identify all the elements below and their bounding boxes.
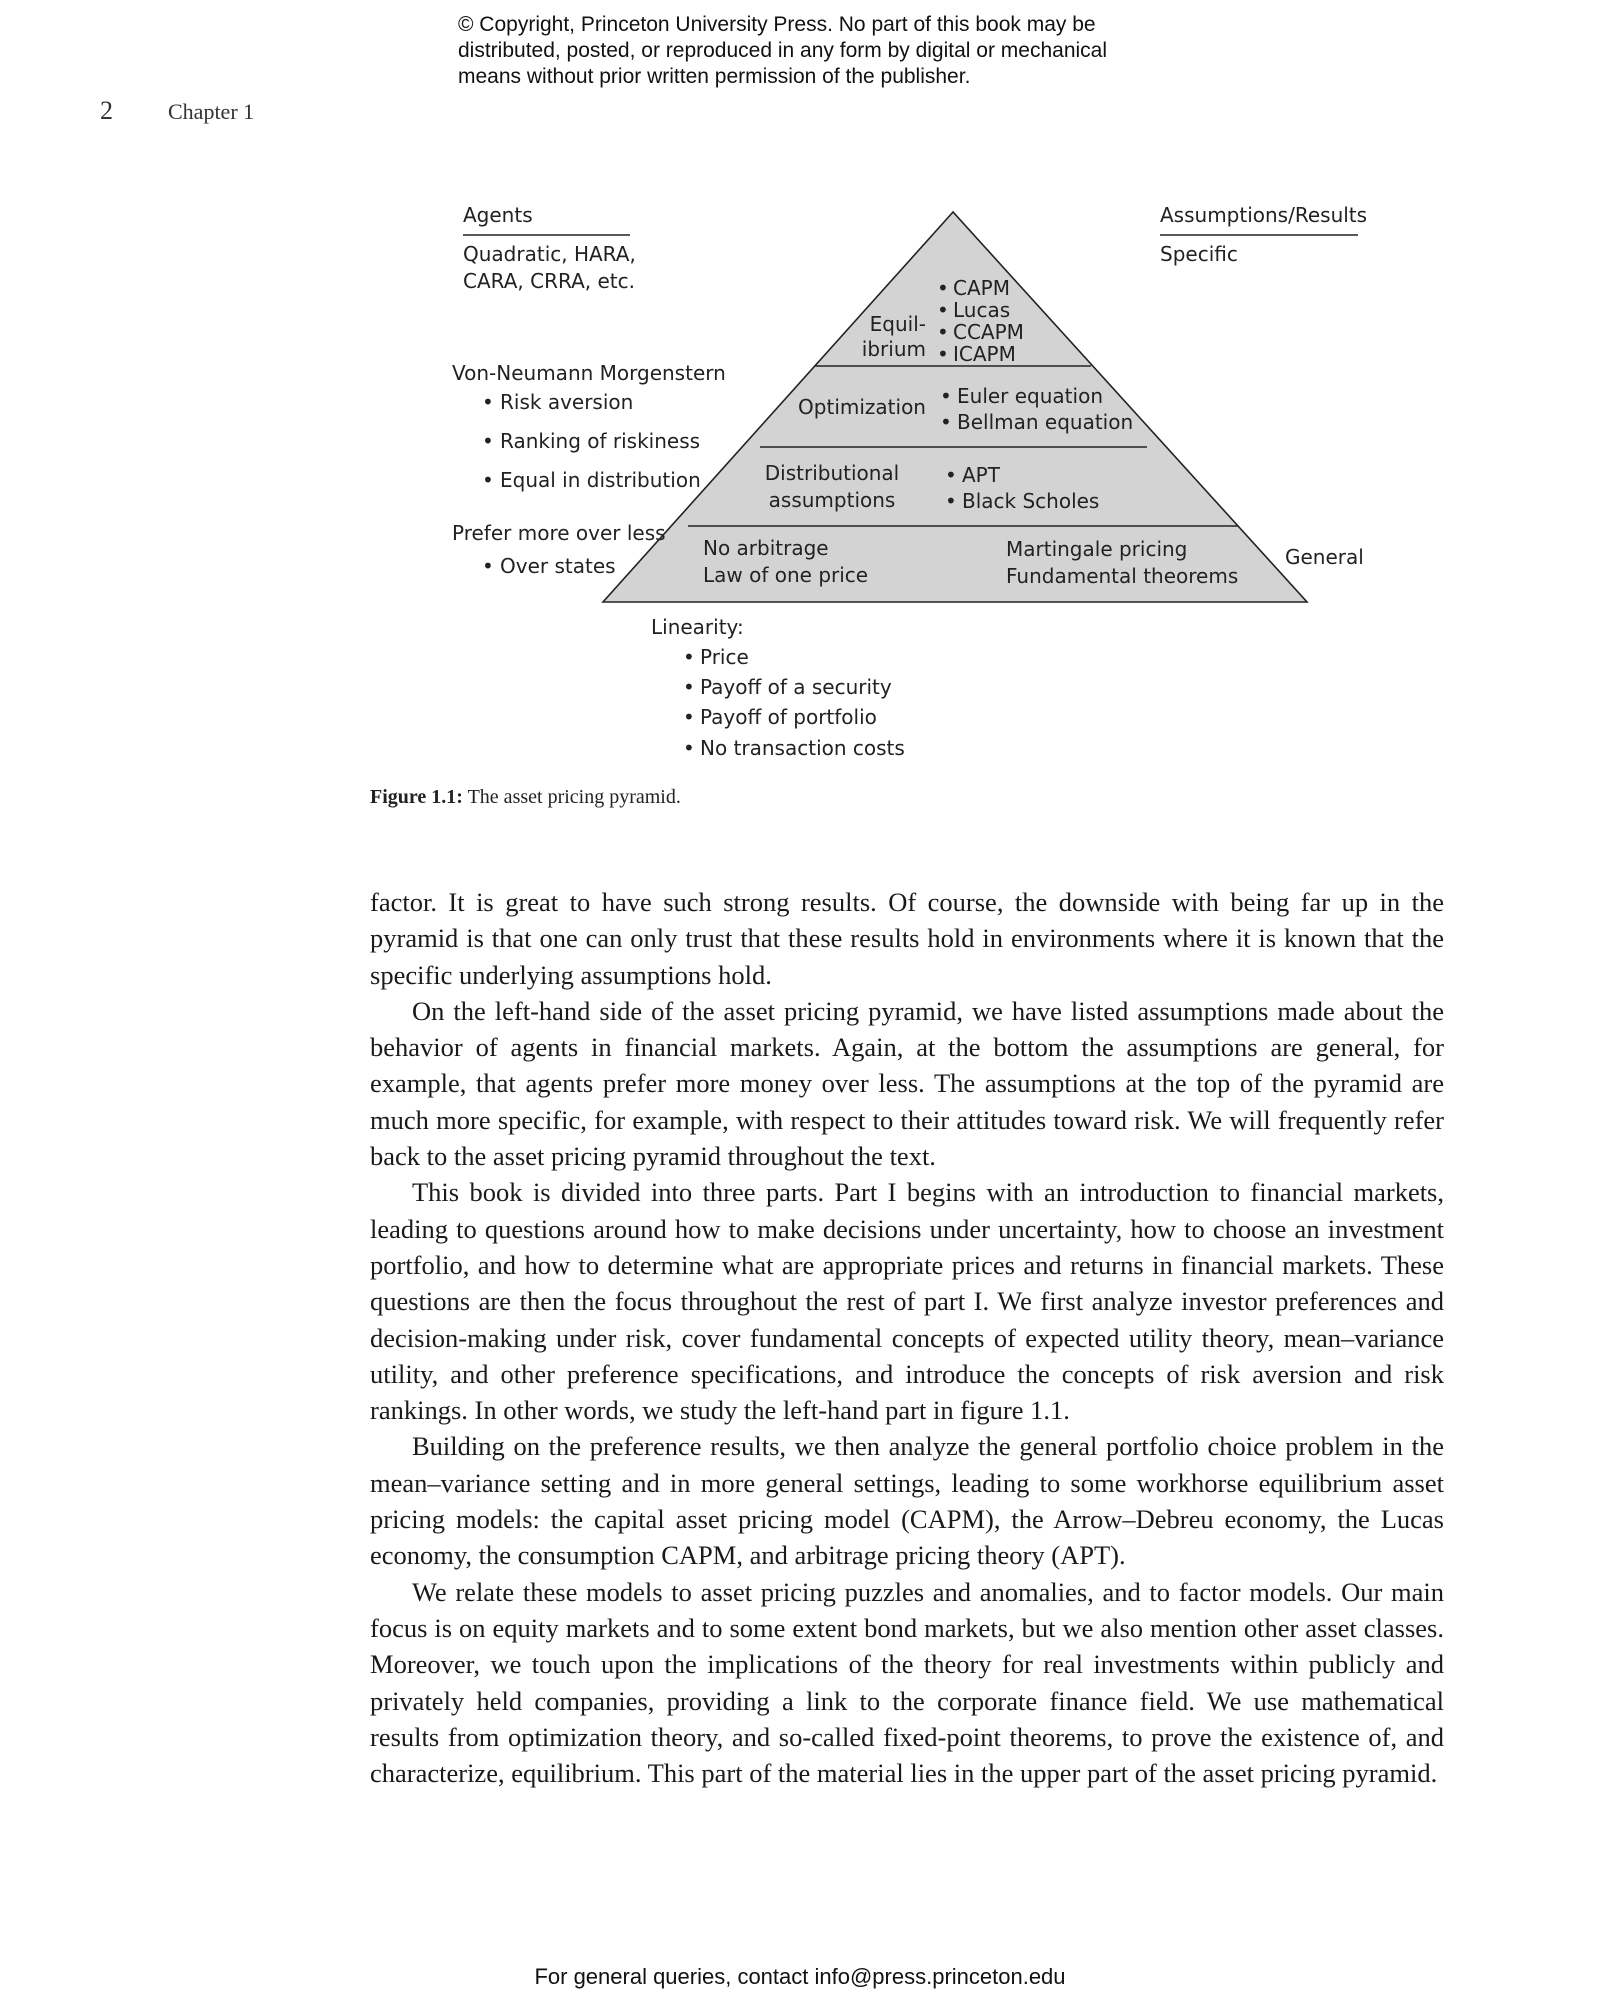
bullet: • — [937, 276, 949, 300]
vnm-title: Von-Neumann Morgenstern — [452, 361, 726, 385]
asset-pricing-pyramid-figure — [0, 0, 1600, 800]
bullet: • — [683, 675, 695, 699]
caption-label: Figure 1.1: — [370, 786, 463, 808]
footer-contact: For general queries, contact info@press.princeton.edu — [534, 1964, 1066, 1989]
bullet: • — [940, 384, 952, 408]
page-number: 2 — [100, 96, 113, 125]
bullet: • — [945, 489, 957, 513]
bullet: • — [940, 410, 952, 434]
caption-text: The asset pricing pyramid. — [462, 786, 681, 808]
copyright-line-3: means without prior written permission of the publisher. — [458, 65, 971, 88]
bullet: • — [683, 645, 695, 669]
bullet: • — [937, 320, 949, 344]
bullet: • — [937, 298, 949, 322]
equilibrium-label-1: Equil- — [869, 312, 926, 336]
optimization-item-euler: Euler equation — [957, 384, 1103, 408]
assumptions-heading: Assumptions/Results — [1160, 203, 1368, 227]
equilibrium-item-ccapm: CCAPM — [953, 320, 1024, 344]
agents-heading: Agents — [463, 203, 533, 227]
equilibrium-item-capm: CAPM — [953, 276, 1010, 300]
linearity-item-payoff-security: Payoff of a security — [700, 675, 892, 699]
linearity-item-no-transaction-costs: No transaction costs — [700, 736, 905, 760]
prefer-item-over-states: Over states — [500, 554, 616, 578]
paragraph: On the left-hand side of the asset pricing pyramid, we have listed assumptions made about the behavior of agents in financial markets. Again, at the bottom the assumptions are general, for example, that agents prefer more money over less. The assumptions at the top of the pyramid are much more specific, for example, with respect to their attitudes toward risk. We will frequently refer back to the asset pricing pyramid throughout the text. — [370, 995, 1444, 1172]
paragraph: Building on the preference results, we then analyze the general portfolio choice problem in the mean–variance setting and in more general settings, leading to some workhorse equilibrium asset pricing models: the capital asset pricing model (CAPM), the Arrow–Debreu economy, the Lucas economy, the consumption CAPM, and arbitrage pricing theory (APT). — [370, 1431, 1444, 1571]
figure-caption — [370, 786, 681, 809]
bullet: • — [683, 705, 695, 729]
distributional-label-2: assumptions — [768, 488, 896, 512]
general-label: General — [1285, 545, 1364, 569]
paragraph: This book is divided into three parts. Part I begins with an introduction to financial markets, leading to questions around how to make decisions under uncertainty, how to choose an investment portfolio, and how to determine what are appropriate prices and returns in financial markets. These questions are then the focus throughout the rest of part I. We first analyze investor preferences and decision-making under risk, cover fundamental concepts of expected utility theory, mean–variance utility, and other preference specifications, and introduce the concepts of risk aversion and risk rankings. In other words, we study the left-hand part in figure 1.1. — [370, 1177, 1444, 1426]
fundamental-theorems-label: Fundamental theorems — [1006, 564, 1239, 588]
running-head: Chapter 1 — [168, 99, 255, 124]
bullet: • — [683, 736, 695, 760]
equilibrium-item-icapm: ICAPM — [953, 342, 1016, 366]
vnm-item-ranking: Ranking of riskiness — [500, 429, 701, 453]
bullet: • — [482, 390, 494, 414]
prefer-title: Prefer more over less — [452, 521, 666, 545]
distributional-item-apt: APT — [962, 463, 1000, 487]
specific-agents-line-1: Quadratic, HARA, — [463, 242, 636, 266]
optimization-label: Optimization — [798, 395, 926, 419]
specific-agents-line-2: CARA, CRRA, etc. — [463, 269, 635, 293]
vnm-item-risk-aversion: Risk aversion — [500, 390, 634, 414]
body-text — [370, 884, 1444, 1791]
paragraph: factor. It is great to have such strong results. Of course, the downside with being far up in the pyramid is that one can only trust that these results hold in environments where it is known that the specific underlying assumptions hold. — [370, 887, 1444, 990]
copyright-line-2: distributed, posted, or reproduced in any form by digital or mechanical — [458, 39, 1108, 62]
bullet: • — [945, 463, 957, 487]
specific-label: Specific — [1160, 242, 1238, 266]
equilibrium-item-lucas: Lucas — [953, 298, 1011, 322]
bullet: • — [482, 468, 494, 492]
pyramid-diagram — [0, 0, 1600, 800]
copyright-line-1: © Copyright, Princeton University Press. No part of this book may be — [458, 13, 1096, 36]
optimization-item-bellman: Bellman equation — [957, 410, 1134, 434]
linearity-title: Linearity: — [651, 615, 744, 639]
linearity-item-payoff-portfolio: Payoff of portfolio — [700, 705, 877, 729]
paragraph: We relate these models to asset pricing puzzles and anomalies, and to factor models. Our main focus is on equity markets and to some extent bond markets, but we also mention other asset classes. Moreover, we touch upon the implications of the theory for real investments within publicly and privately held companies, providing a link to the corporate finance field. We use mathematical results from optimization theory, and so-called fixed-point theorems, to prove the existence of, and characterize, equilibrium. This part of the material lies in the upper part of the asset pricing pyramid. — [370, 1576, 1444, 1789]
bullet: • — [482, 554, 494, 578]
distributional-item-black-scholes: Black Scholes — [962, 489, 1100, 513]
linearity-item-price: Price — [700, 645, 749, 669]
bullet: • — [482, 429, 494, 453]
no-arbitrage-label: No arbitrage — [703, 536, 829, 560]
bullet: • — [937, 342, 949, 366]
martingale-pricing-label: Martingale pricing — [1006, 537, 1188, 561]
law-of-one-price-label: Law of one price — [703, 563, 869, 587]
vnm-item-equal-distribution: Equal in distribution — [500, 468, 701, 492]
equilibrium-label-2: ibrium — [861, 337, 926, 361]
distributional-label-1: Distributional — [764, 461, 900, 485]
